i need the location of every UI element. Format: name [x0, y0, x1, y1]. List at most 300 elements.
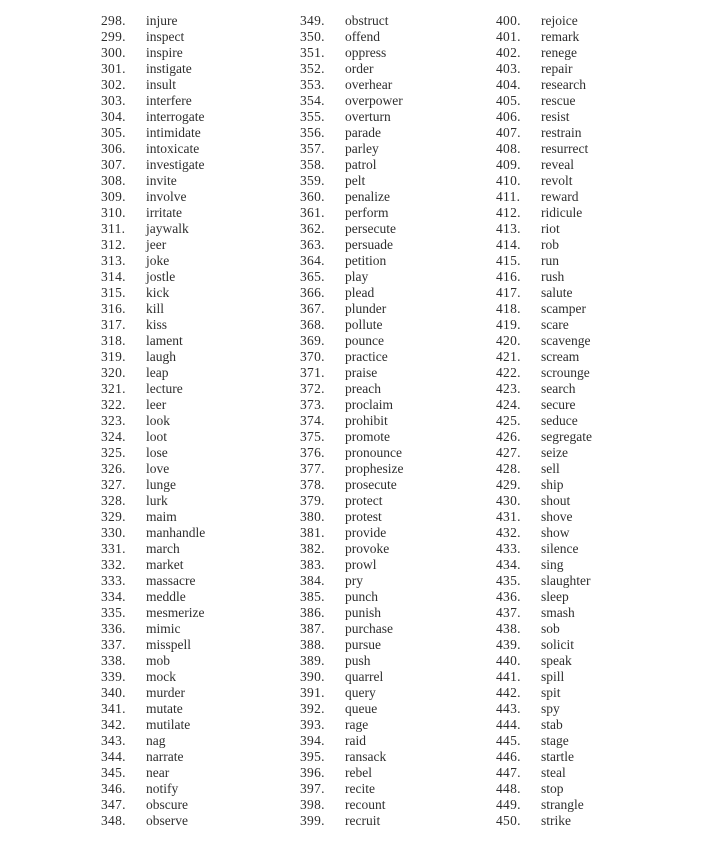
list-item: [300, 285, 403, 301]
list-item: [300, 173, 403, 189]
item-word: ridicule: [541, 205, 583, 220]
item-number: 316.: [101, 301, 126, 316]
word-list-column-3: [496, 13, 592, 829]
item-number: 399.: [300, 813, 325, 828]
list-item: [496, 653, 592, 669]
item-word: kill: [146, 301, 165, 316]
list-item: [300, 557, 403, 573]
item-number: 301.: [101, 61, 126, 76]
item-number: 305.: [101, 125, 126, 140]
item-word: reward: [541, 189, 579, 204]
list-item: [101, 701, 205, 717]
item-word: recount: [345, 797, 386, 812]
list-item: [496, 589, 592, 605]
list-item: [300, 733, 403, 749]
item-number: 437.: [496, 605, 521, 620]
item-number: 401.: [496, 29, 521, 44]
list-item: [101, 29, 205, 45]
item-word: investigate: [146, 157, 205, 172]
item-number: 354.: [300, 93, 325, 108]
item-word: inspire: [146, 45, 183, 60]
item-number: 436.: [496, 589, 521, 604]
item-word: startle: [541, 749, 574, 764]
item-word: market: [146, 557, 184, 572]
item-word: mesmerize: [146, 605, 205, 620]
list-item: [101, 61, 205, 77]
item-number: 322.: [101, 397, 126, 412]
item-number: 339.: [101, 669, 126, 684]
item-word: insult: [146, 77, 177, 92]
item-word: prohibit: [345, 413, 388, 428]
item-word: prophesize: [345, 461, 404, 476]
item-number: 363.: [300, 237, 325, 252]
item-word: strike: [541, 813, 571, 828]
item-number: 298.: [101, 13, 126, 28]
item-number: 375.: [300, 429, 325, 444]
item-number: 300.: [101, 45, 126, 60]
item-word: scream: [541, 349, 580, 364]
item-number: 439.: [496, 637, 521, 652]
item-word: invite: [146, 173, 177, 188]
list-item: [496, 477, 592, 493]
list-item: [300, 237, 403, 253]
list-item: [101, 317, 205, 333]
item-word: leap: [146, 365, 169, 380]
item-number: 353.: [300, 77, 325, 92]
item-word: intoxicate: [146, 141, 200, 156]
item-number: 341.: [101, 701, 126, 716]
list-item: [496, 269, 592, 285]
item-number: 308.: [101, 173, 126, 188]
list-item: [496, 749, 592, 765]
list-item: [101, 749, 205, 765]
item-number: 382.: [300, 541, 325, 556]
list-item: [300, 365, 403, 381]
item-number: 419.: [496, 317, 521, 332]
item-number: 423.: [496, 381, 521, 396]
item-number: 410.: [496, 173, 521, 188]
item-word: scamper: [541, 301, 586, 316]
item-word: mock: [146, 669, 176, 684]
item-word: silence: [541, 541, 579, 556]
item-word: mutate: [146, 701, 183, 716]
item-word: seize: [541, 445, 568, 460]
item-word: rebel: [345, 765, 372, 780]
list-item: [101, 413, 205, 429]
item-word: protest: [345, 509, 382, 524]
item-word: sell: [541, 461, 560, 476]
item-number: 412.: [496, 205, 521, 220]
item-word: riot: [541, 221, 560, 236]
list-item: [101, 653, 205, 669]
item-number: 358.: [300, 157, 325, 172]
list-item: [496, 157, 592, 173]
item-number: 408.: [496, 141, 521, 156]
item-number: 395.: [300, 749, 325, 764]
item-number: 314.: [101, 269, 126, 284]
list-item: [496, 813, 592, 829]
list-item: [496, 765, 592, 781]
list-item: [300, 461, 403, 477]
item-number: 443.: [496, 701, 521, 716]
list-item: [101, 493, 205, 509]
list-item: [496, 509, 592, 525]
list-item: [496, 669, 592, 685]
item-number: 400.: [496, 13, 521, 28]
item-word: maim: [146, 509, 177, 524]
item-number: 335.: [101, 605, 126, 620]
item-word: interfere: [146, 93, 192, 108]
item-word: mimic: [146, 621, 181, 636]
item-word: injure: [146, 13, 178, 28]
item-word: oppress: [345, 45, 387, 60]
list-item: [101, 477, 205, 493]
item-number: 404.: [496, 77, 521, 92]
list-item: [300, 637, 403, 653]
list-item: [300, 573, 403, 589]
item-word: parley: [345, 141, 379, 156]
item-number: 327.: [101, 477, 126, 492]
list-item: [496, 493, 592, 509]
list-item: [101, 733, 205, 749]
item-number: 394.: [300, 733, 325, 748]
item-word: secure: [541, 397, 576, 412]
list-item: [101, 301, 205, 317]
item-number: 428.: [496, 461, 521, 476]
item-number: 303.: [101, 93, 126, 108]
item-word: jostle: [146, 269, 176, 284]
list-item: [101, 349, 205, 365]
item-number: 321.: [101, 381, 126, 396]
item-word: meddle: [146, 589, 186, 604]
list-item: [496, 525, 592, 541]
item-number: 389.: [300, 653, 325, 668]
item-word: pronounce: [345, 445, 402, 460]
list-item: [101, 125, 205, 141]
list-item: [496, 685, 592, 701]
item-word: lecture: [146, 381, 183, 396]
list-item: [300, 13, 403, 29]
item-word: salute: [541, 285, 573, 300]
item-number: 330.: [101, 525, 126, 540]
list-item: [300, 525, 403, 541]
list-item: [496, 621, 592, 637]
item-word: sing: [541, 557, 564, 572]
list-item: [496, 797, 592, 813]
item-word: pursue: [345, 637, 381, 652]
item-number: 351.: [300, 45, 325, 60]
list-item: [496, 253, 592, 269]
list-item: [496, 109, 592, 125]
list-item: [101, 221, 205, 237]
item-word: restrain: [541, 125, 582, 140]
list-item: [101, 685, 205, 701]
item-word: rescue: [541, 93, 576, 108]
item-number: 350.: [300, 29, 325, 44]
list-item: [300, 205, 403, 221]
item-number: 388.: [300, 637, 325, 652]
item-word: mob: [146, 653, 171, 668]
item-number: 431.: [496, 509, 521, 524]
item-number: 361.: [300, 205, 325, 220]
item-number: 440.: [496, 653, 521, 668]
item-word: rejoice: [541, 13, 578, 28]
item-number: 392.: [300, 701, 325, 716]
list-item: [101, 253, 205, 269]
item-word: narrate: [146, 749, 184, 764]
item-word: murder: [146, 685, 185, 700]
item-word: recite: [345, 781, 375, 796]
item-word: inspect: [146, 29, 185, 44]
item-word: practice: [345, 349, 388, 364]
list-item: [300, 45, 403, 61]
item-word: order: [345, 61, 374, 76]
item-word: purchase: [345, 621, 393, 636]
item-word: look: [146, 413, 171, 428]
list-item: [496, 61, 592, 77]
item-word: pelt: [345, 173, 366, 188]
list-item: [496, 733, 592, 749]
item-word: repair: [541, 61, 573, 76]
item-word: speak: [541, 653, 572, 668]
item-number: 319.: [101, 349, 126, 364]
item-number: 352.: [300, 61, 325, 76]
item-number: 420.: [496, 333, 521, 348]
item-number: 313.: [101, 253, 126, 268]
list-item: [496, 13, 592, 29]
item-number: 368.: [300, 317, 325, 332]
item-number: 403.: [496, 61, 521, 76]
item-word: renege: [541, 45, 577, 60]
item-number: 371.: [300, 365, 325, 380]
item-number: 442.: [496, 685, 521, 700]
item-word: massacre: [146, 573, 196, 588]
item-word: lurk: [146, 493, 168, 508]
list-item: [101, 381, 205, 397]
item-word: pry: [345, 573, 363, 588]
item-number: 378.: [300, 477, 325, 492]
item-word: push: [345, 653, 371, 668]
list-item: [496, 29, 592, 45]
item-number: 386.: [300, 605, 325, 620]
item-number: 383.: [300, 557, 325, 572]
item-word: march: [146, 541, 180, 556]
list-item: [300, 61, 403, 77]
list-item: [300, 653, 403, 669]
item-word: irritate: [146, 205, 182, 220]
list-item: [300, 317, 403, 333]
item-word: sob: [541, 621, 560, 636]
item-word: persuade: [345, 237, 393, 252]
item-word: petition: [345, 253, 387, 268]
list-item: [300, 445, 403, 461]
item-number: 367.: [300, 301, 325, 316]
item-word: mutilate: [146, 717, 191, 732]
item-number: 432.: [496, 525, 521, 540]
item-number: 326.: [101, 461, 126, 476]
item-word: pounce: [345, 333, 384, 348]
item-number: 376.: [300, 445, 325, 460]
item-number: 418.: [496, 301, 521, 316]
list-item: [496, 365, 592, 381]
list-item: [101, 637, 205, 653]
list-item: [300, 605, 403, 621]
item-word: misspell: [146, 637, 192, 652]
list-item: [496, 541, 592, 557]
list-item: [101, 189, 205, 205]
item-number: 343.: [101, 733, 126, 748]
item-number: 332.: [101, 557, 126, 572]
item-number: 328.: [101, 493, 126, 508]
item-word: prosecute: [345, 477, 397, 492]
item-number: 331.: [101, 541, 126, 556]
item-number: 370.: [300, 349, 325, 364]
list-item: [496, 573, 592, 589]
item-number: 344.: [101, 749, 126, 764]
item-number: 320.: [101, 365, 126, 380]
item-word: revolt: [541, 173, 573, 188]
list-item: [496, 317, 592, 333]
item-number: 356.: [300, 125, 325, 140]
list-item: [300, 797, 403, 813]
item-number: 362.: [300, 221, 325, 236]
list-item: [496, 77, 592, 93]
item-number: 422.: [496, 365, 521, 380]
list-item: [300, 125, 403, 141]
list-item: [101, 765, 205, 781]
list-item: [300, 717, 403, 733]
list-item: [496, 381, 592, 397]
list-item: [496, 237, 592, 253]
item-number: 426.: [496, 429, 521, 444]
list-item: [101, 589, 205, 605]
list-item: [101, 77, 205, 93]
list-item: [496, 141, 592, 157]
list-item: [101, 285, 205, 301]
list-item: [300, 669, 403, 685]
list-item: [101, 429, 205, 445]
list-item: [300, 301, 403, 317]
item-number: 373.: [300, 397, 325, 412]
item-number: 441.: [496, 669, 521, 684]
item-word: punish: [345, 605, 382, 620]
item-word: plead: [345, 285, 375, 300]
item-number: 315.: [101, 285, 126, 300]
item-number: 365.: [300, 269, 325, 284]
list-item: [496, 93, 592, 109]
item-number: 334.: [101, 589, 126, 604]
list-item: [101, 397, 205, 413]
list-item: [101, 365, 205, 381]
item-word: play: [345, 269, 369, 284]
item-word: spit: [541, 685, 561, 700]
item-word: jeer: [146, 237, 167, 252]
item-number: 435.: [496, 573, 521, 588]
item-word: scrounge: [541, 365, 590, 380]
list-item: [300, 541, 403, 557]
item-word: observe: [146, 813, 188, 828]
list-item: [300, 109, 403, 125]
item-word: provoke: [345, 541, 390, 556]
item-word: joke: [146, 253, 170, 268]
item-word: praise: [345, 365, 378, 380]
item-number: 380.: [300, 509, 325, 524]
list-item: [300, 429, 403, 445]
list-item: [300, 221, 403, 237]
item-word: show: [541, 525, 570, 540]
item-number: 310.: [101, 205, 126, 220]
item-number: 379.: [300, 493, 325, 508]
item-word: lament: [146, 333, 183, 348]
item-word: instigate: [146, 61, 192, 76]
item-number: 390.: [300, 669, 325, 684]
item-word: love: [146, 461, 170, 476]
item-number: 346.: [101, 781, 126, 796]
list-item: [101, 237, 205, 253]
item-number: 393.: [300, 717, 325, 732]
item-word: provide: [345, 525, 387, 540]
item-word: sleep: [541, 589, 569, 604]
word-list-column-1: [101, 13, 205, 829]
item-number: 385.: [300, 589, 325, 604]
item-number: 338.: [101, 653, 126, 668]
item-number: 397.: [300, 781, 325, 796]
item-number: 405.: [496, 93, 521, 108]
item-number: 445.: [496, 733, 521, 748]
item-word: quarrel: [345, 669, 384, 684]
item-number: 427.: [496, 445, 521, 460]
list-item: [101, 509, 205, 525]
item-word: search: [541, 381, 576, 396]
list-item: [300, 189, 403, 205]
list-item: [101, 461, 205, 477]
list-item: [300, 749, 403, 765]
item-word: near: [146, 765, 170, 780]
item-word: reveal: [541, 157, 574, 172]
item-number: 447.: [496, 765, 521, 780]
item-number: 450.: [496, 813, 521, 828]
item-word: perform: [345, 205, 389, 220]
item-number: 324.: [101, 429, 126, 444]
item-number: 323.: [101, 413, 126, 428]
item-number: 357.: [300, 141, 325, 156]
item-word: research: [541, 77, 586, 92]
item-word: overhear: [345, 77, 393, 92]
item-word: plunder: [345, 301, 387, 316]
item-word: pollute: [345, 317, 383, 332]
item-word: offend: [345, 29, 380, 44]
item-number: 406.: [496, 109, 521, 124]
item-number: 317.: [101, 317, 126, 332]
item-number: 348.: [101, 813, 126, 828]
list-item: [496, 221, 592, 237]
item-word: shout: [541, 493, 571, 508]
item-number: 377.: [300, 461, 325, 476]
list-item: [300, 141, 403, 157]
item-word: spill: [541, 669, 565, 684]
item-word: jaywalk: [146, 221, 189, 236]
list-item: [300, 93, 403, 109]
list-item: [101, 557, 205, 573]
list-item: [496, 637, 592, 653]
list-item: [300, 813, 403, 829]
item-word: promote: [345, 429, 390, 444]
item-number: 333.: [101, 573, 126, 588]
item-word: stage: [541, 733, 569, 748]
list-item: [496, 285, 592, 301]
item-number: 299.: [101, 29, 126, 44]
word-list-column-2: [300, 13, 403, 829]
